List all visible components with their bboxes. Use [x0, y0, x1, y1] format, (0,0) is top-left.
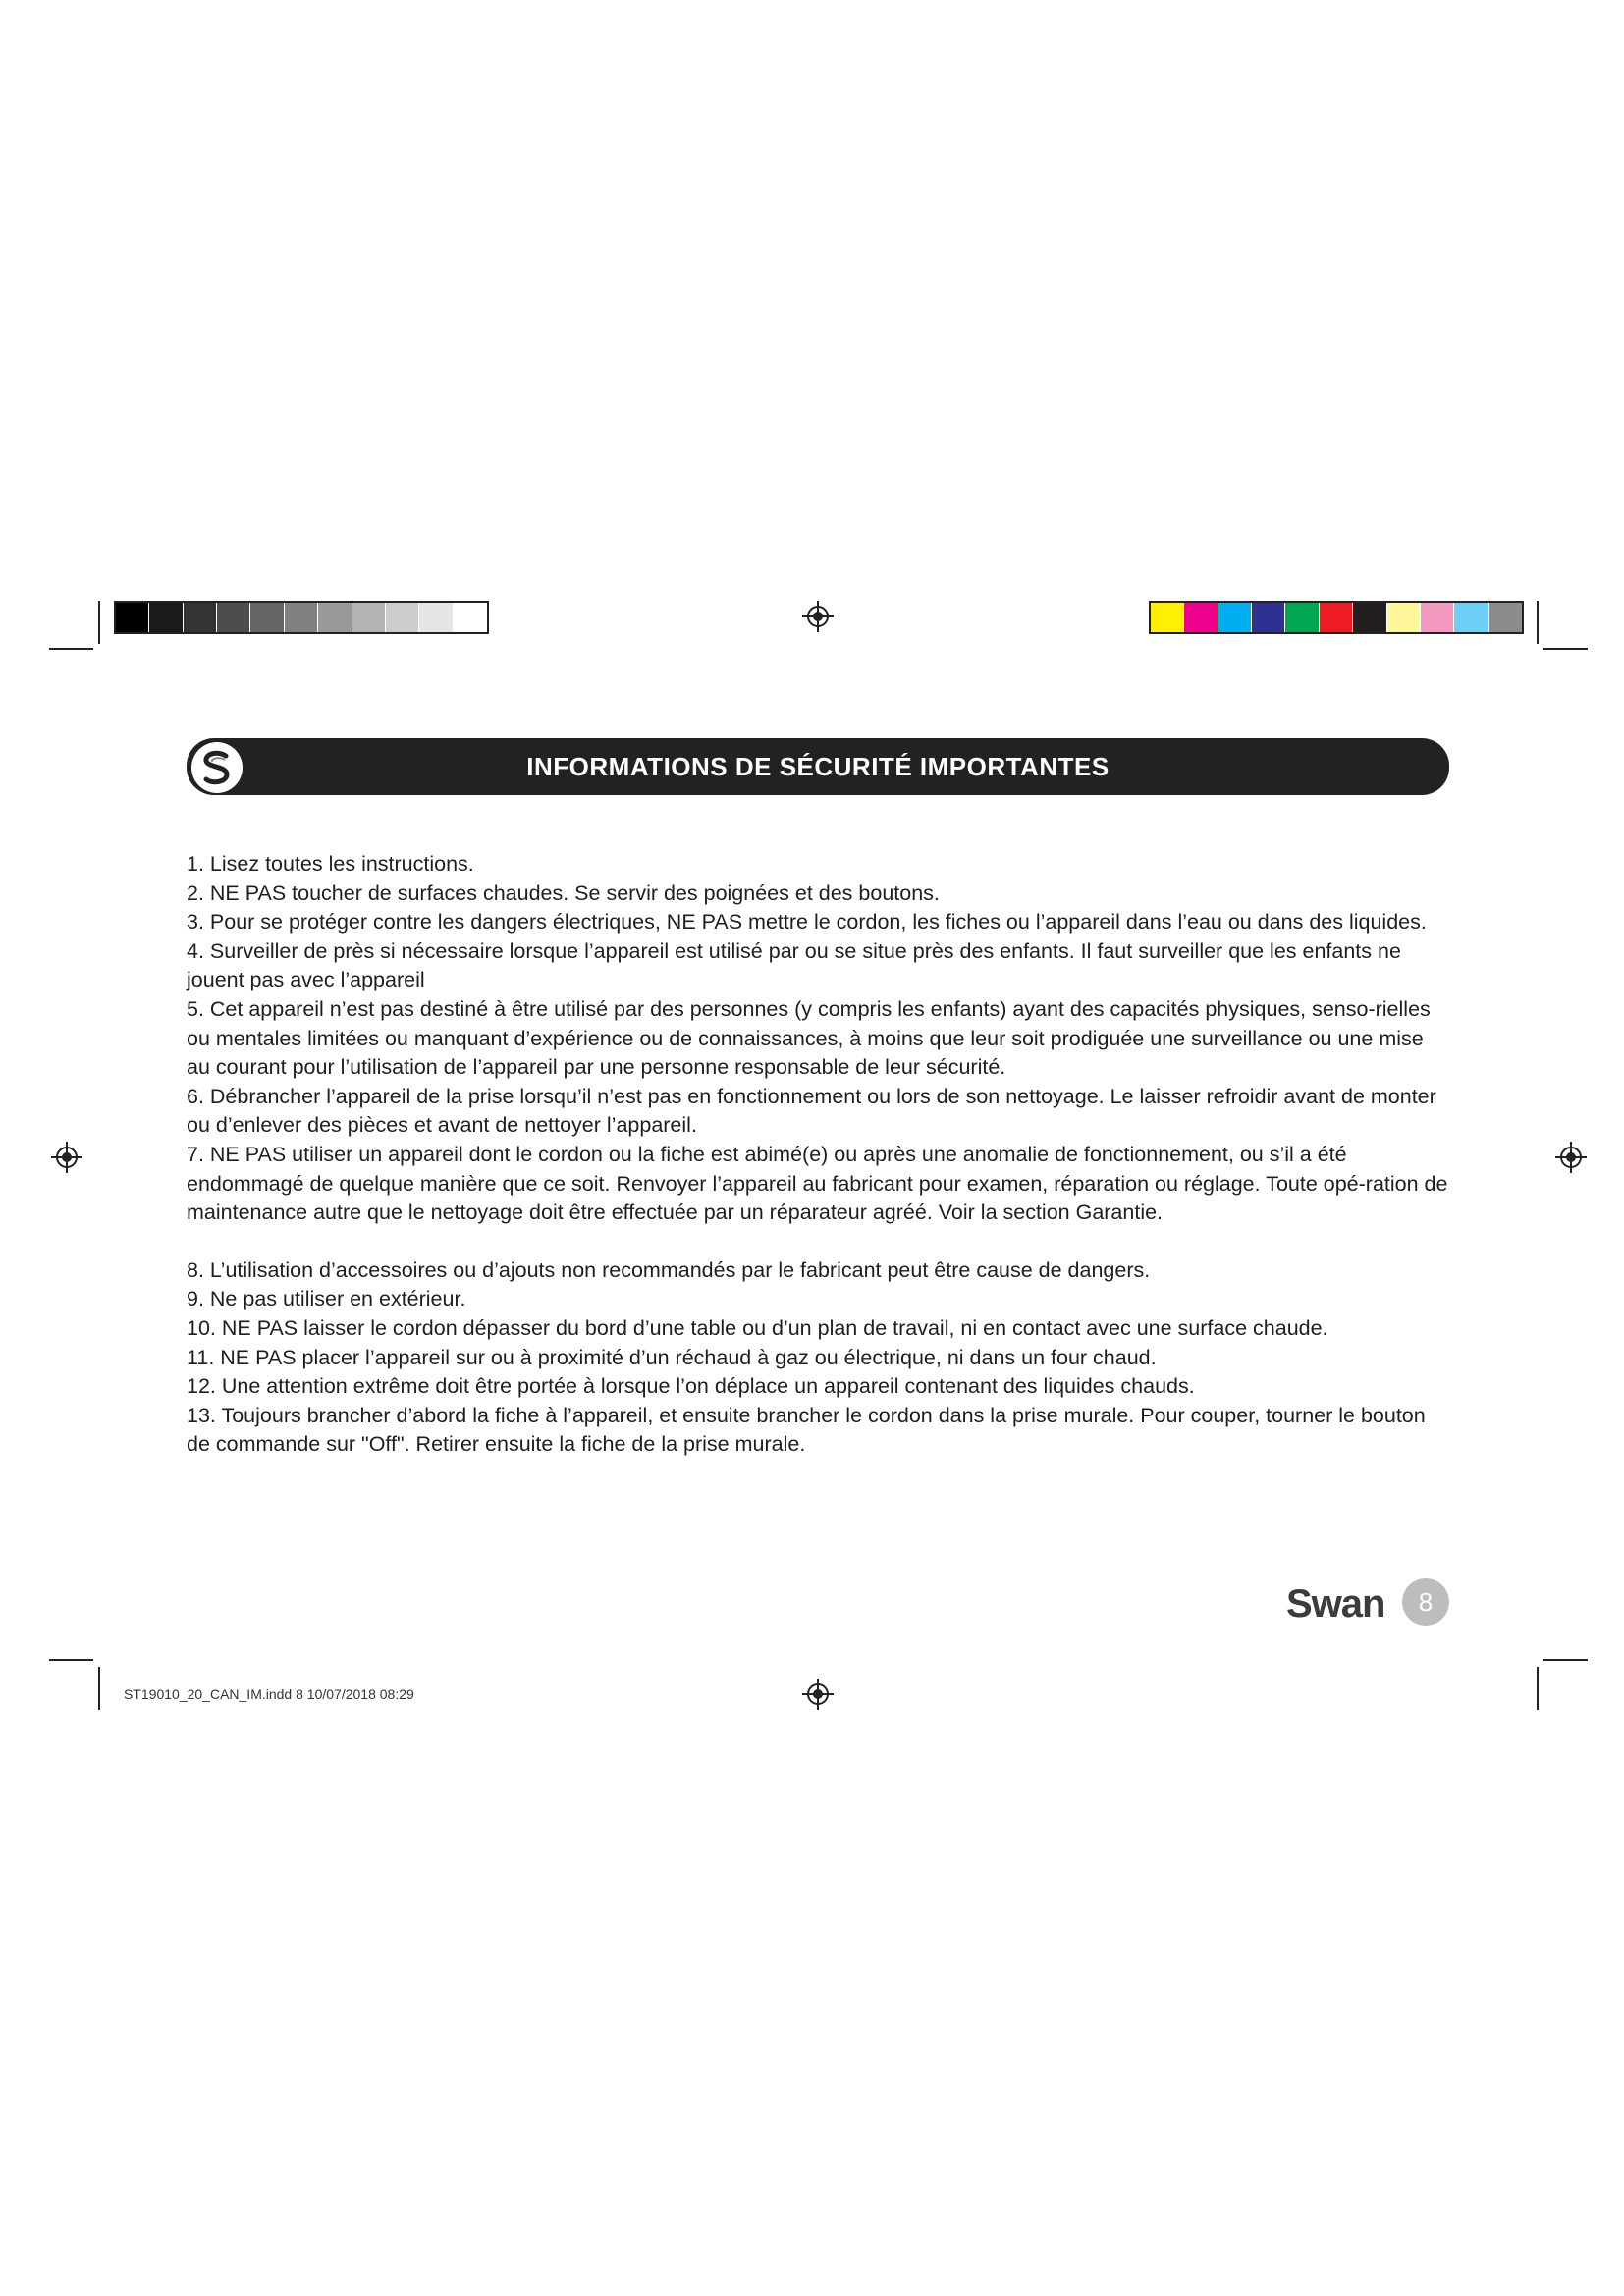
list-item: 13. Toujours brancher d’abord la fiche à l’appareil, et ensuite brancher le cordon dans la prise murale. Pour couper, tourner le bouton de commande sur "Off". Retirer ensuite la fiche de la prise murale.	[187, 1403, 1426, 1457]
color-swatch	[1353, 603, 1386, 632]
crop-mark	[98, 1667, 100, 1710]
grayscale-color-bar	[114, 601, 489, 634]
list-item: 10. NE PAS laisser le cordon dépasser du bord d’une table ou d’un plan de travail, ni en contact avec une surface chaude.	[187, 1315, 1328, 1340]
registration-mark-icon	[51, 1142, 82, 1173]
safety-instructions-list	[187, 850, 1451, 1460]
color-swatch	[1421, 603, 1454, 632]
list-item: 6. Débrancher l’appareil de la prise lorsqu’il n’est pas en fonctionnement ou lors de son nettoyage. Le laisser refroidir avant de monter ou d’enlever des pièces et avant de nettoyer l’appareil.	[187, 1084, 1436, 1138]
list-item: 12. Une attention extrême doit être portée à lorsque l’on déplace un appareil contenant des liquides chauds.	[187, 1374, 1195, 1399]
registration-mark-icon	[802, 601, 834, 632]
list-item: 8. L’utilisation d’accessoires ou d’ajouts non recommandés par le fabricant peut être cause de dangers.	[187, 1257, 1151, 1282]
crop-mark	[1537, 1667, 1539, 1710]
crop-mark	[98, 601, 100, 644]
color-swatch	[217, 603, 250, 632]
crop-mark	[49, 1659, 93, 1661]
color-swatch	[285, 603, 318, 632]
process-color-bar	[1149, 601, 1524, 634]
page-number-badge: 8	[1402, 1578, 1449, 1626]
color-swatch	[1489, 603, 1522, 632]
list-item: 2. NE PAS toucher de surfaces chaudes. Se servir des poignées et des boutons.	[187, 881, 940, 905]
registration-mark-icon	[1555, 1142, 1587, 1173]
color-swatch	[318, 603, 352, 632]
list-item: 1. Lisez toutes les instructions.	[187, 852, 474, 876]
color-swatch	[1151, 603, 1184, 632]
page-title: INFORMATIONS DE SÉCURITÉ IMPORTANTES	[526, 751, 1110, 781]
crop-mark	[49, 648, 93, 650]
color-swatch	[1285, 603, 1319, 632]
color-swatch	[149, 603, 183, 632]
color-swatch	[1252, 603, 1285, 632]
color-swatch	[1184, 603, 1218, 632]
color-swatch	[454, 603, 487, 632]
color-swatch	[419, 603, 453, 632]
list-item: 9. Ne pas utiliser en extérieur.	[187, 1287, 466, 1311]
color-swatch	[386, 603, 419, 632]
color-swatch	[250, 603, 284, 632]
color-swatch	[184, 603, 217, 632]
crop-mark	[1537, 601, 1539, 644]
color-swatch	[1454, 603, 1488, 632]
print-slug: ST19010_20_CAN_IM.indd 8 10/07/2018 08:29	[124, 1686, 414, 1702]
list-item: 4. Surveiller de près si nécessaire lorsque l’appareil est utilisé par ou se situe près des enfants. Il faut surveiller que les enfants ne jouent pas avec l’appareil	[187, 938, 1401, 992]
color-swatch	[1218, 603, 1252, 632]
registration-mark-icon	[802, 1679, 834, 1710]
crop-mark	[1543, 1659, 1588, 1661]
swan-brand-logo: Swan	[1286, 1581, 1385, 1626]
color-swatch	[352, 603, 386, 632]
list-item: 7. NE PAS utiliser un appareil dont le cordon ou la fiche est abimé(e) ou après une anomalie de fonctionnement, ou s’il a été endommagé de quelque manière que ce soit. Renvoyer l’appareil au fabricant pour examen, réparation ou réglage. Toute opé-ration de maintenance autre que le nettoyage doit être effectuée par un réparateur agréé. Voir la section Garantie.	[187, 1142, 1448, 1225]
paragraph-gap	[187, 1228, 1451, 1256]
crop-mark	[1543, 648, 1588, 650]
list-item: 5. Cet appareil n’est pas destiné à être utilisé par des personnes (y compris les enfants) ayant des capacités physiques, senso-rielles ou mentales limitées ou manquant d’expérience ou de connaissances, à moins que leur soit prodiguée une surveillance ou une mise au courant pour l’utilisation de l’appareil par une personne responsable de leur sécurité.	[187, 996, 1431, 1080]
color-swatch	[1387, 603, 1421, 632]
color-swatch	[1320, 603, 1353, 632]
list-item: 3. Pour se protéger contre les dangers électriques, NE PAS mettre le cordon, les fiches ou l’appareil dans l’eau ou dans des liquides.	[187, 910, 1427, 934]
list-item: 11. NE PAS placer l’appareil sur ou à proximité d’un réchaud à gaz ou électrique, ni dans un four chaud.	[187, 1345, 1157, 1369]
color-swatch	[116, 603, 149, 632]
